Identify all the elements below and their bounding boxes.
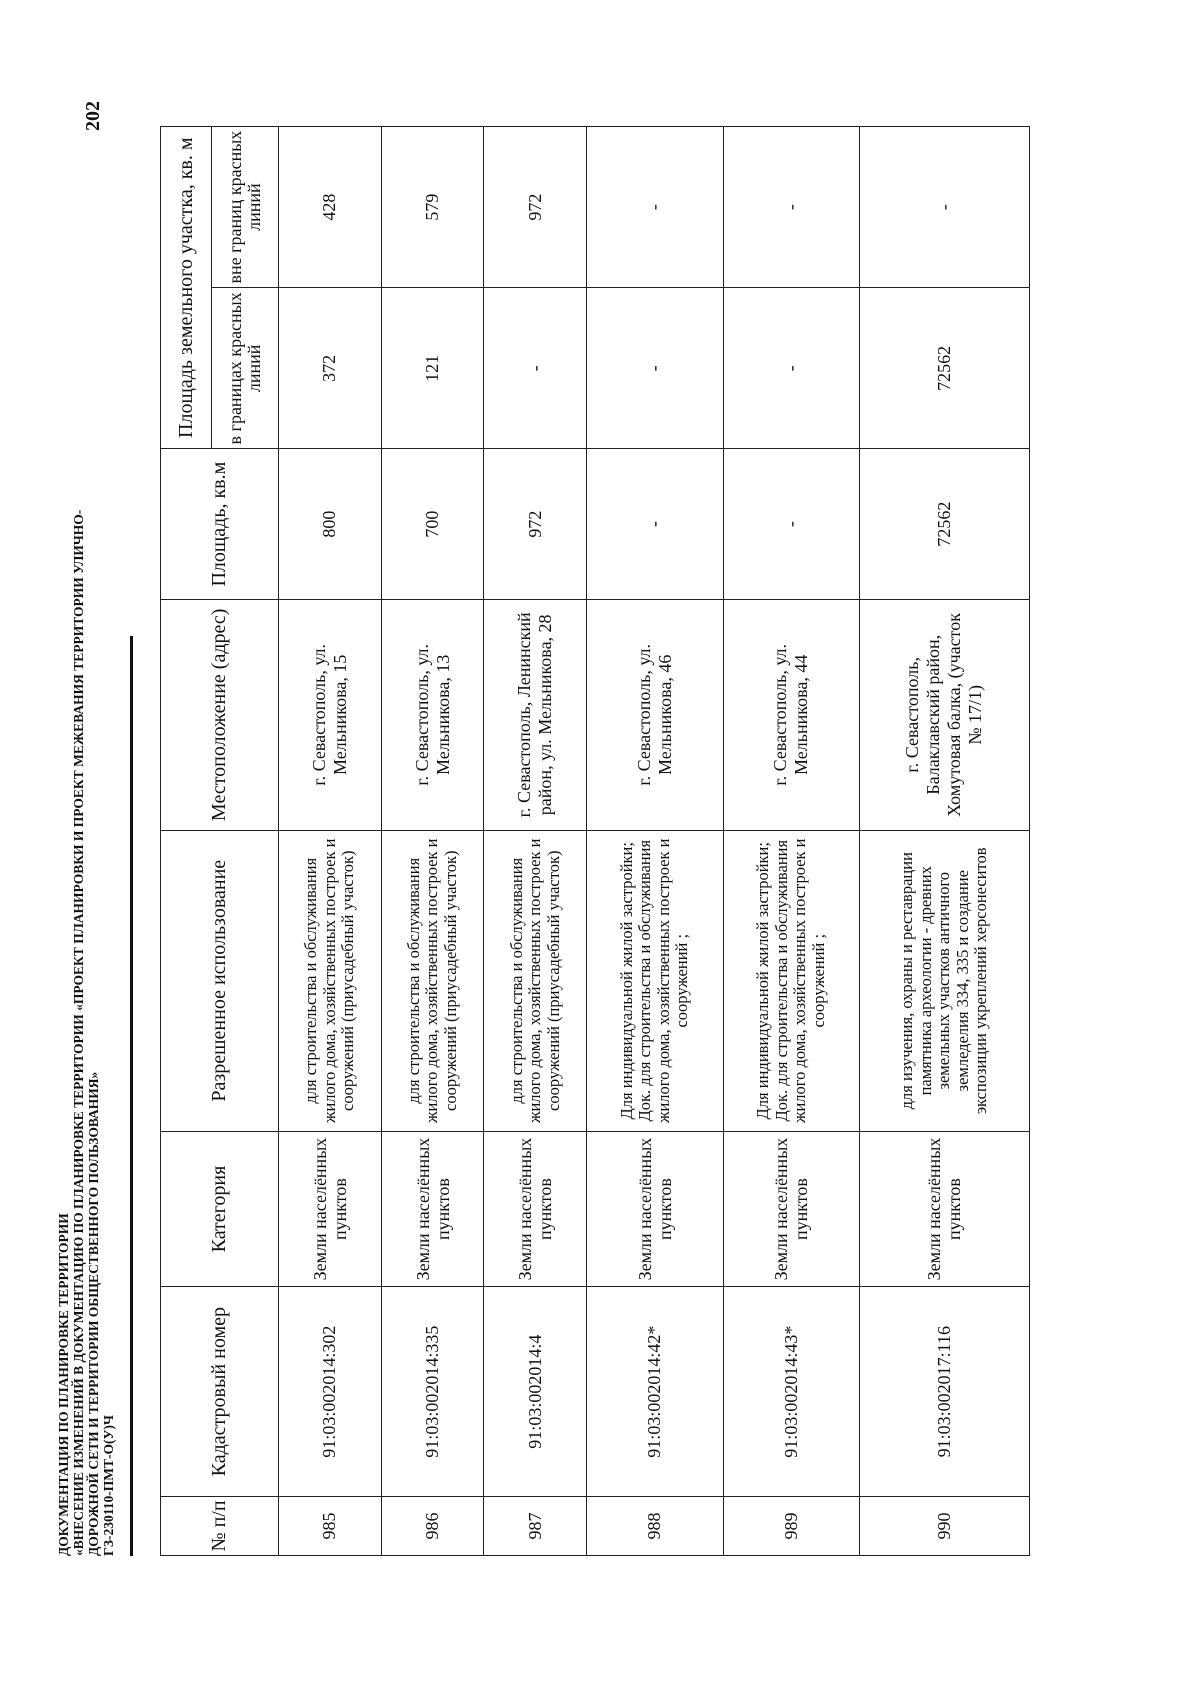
cell-num: 989 [723,1496,859,1555]
cell-cadastral: 91:03:002014:4 [484,1287,587,1497]
cell-cadastral: 91:03:002014:42* [587,1287,723,1497]
cell-cadastral: 91:03:002014:335 [381,1287,484,1497]
cell-area: 700 [381,449,484,599]
header-cadastral: Кадастровый номер [161,1287,279,1497]
header-line-4: ГЗ-230110-ПМТ-О(У)Ч [101,1415,116,1556]
header-location: Местоположение (адрес) [161,599,279,830]
table-row [279,127,382,1556]
land-plots-table [160,126,1030,1556]
cell-num: 990 [859,1496,1029,1555]
cell-outside: - [587,127,723,288]
cell-area: 800 [279,449,382,599]
cell-inside: 121 [381,288,484,449]
cell-inside: 372 [279,288,382,449]
cell-category: Земли населённых пунктов [723,1131,859,1287]
header-land-area: Площадь земельного участка, кв. м [161,127,212,449]
cell-cadastral: 91:03:002017:116 [859,1287,1029,1497]
cell-use: для строительства и обслуживания жилого дома, хозяйственных построек и сооружений (приусадебный участок) [484,830,587,1131]
cell-category: Земли населённых пунктов [279,1131,382,1287]
header-row-1 [161,127,212,1556]
table-row [587,127,723,1556]
cell-use: для строительства и обслуживания жилого дома, хозяйственных построек и сооружений (приусадебный участок) [381,830,484,1131]
cell-location: г. Севастополь, Ленинский район, ул. Мельникова, 28 [484,599,587,830]
cell-location: г. Севастополь, ул. Мельникова, 15 [279,599,382,830]
cell-num: 987 [484,1496,587,1555]
cell-use: для строительства и обслуживания жилого дома, хозяйственных построек и сооружений (приусадебный участок) [279,830,382,1131]
cell-inside: - [587,288,723,449]
cell-category: Земли населённых пунктов [381,1131,484,1287]
cell-inside: - [484,288,587,449]
header-use: Разрешенное использование [161,830,279,1131]
cell-use: Для индивидуальной жилой застройки; Док. для строительства и обслуживания жилого дома, хозяйственных построек и сооружений ; [587,830,723,1131]
header-line-3: ДОРОЖНОЙ СЕТИ И ТЕРРИТОРИИ ОБЩЕСТВЕННОГО ПОЛЬЗОВАНИЯ» [86,1071,101,1556]
cell-cadastral: 91:03:002014:43* [723,1287,859,1497]
cell-outside: 428 [279,127,382,288]
cell-inside: - [723,288,859,449]
table-row [381,127,484,1556]
document-header [56,156,116,1556]
cell-area: 972 [484,449,587,599]
header-inside-red-lines: в границах красных линий [212,288,279,449]
header-area: Площадь, кв.м [161,449,279,599]
cell-outside: 972 [484,127,587,288]
cell-location: г. Севастополь, ул. Мельникова, 46 [587,599,723,830]
header-line-1: ДОКУМЕНТАЦИЯ ПО ПЛАНИРОВКЕ ТЕРРИТОРИИ [56,1213,71,1556]
table-body [279,127,1030,1556]
cell-use: Для индивидуальной жилой застройки; Док. для строительства и обслуживания жилого дома, хозяйственных построек и сооружений ; [723,830,859,1131]
cell-area: - [723,449,859,599]
header-divider [130,636,133,1556]
cell-category: Земли населённых пунктов [484,1131,587,1287]
cell-outside: - [859,127,1029,288]
header-outside-red-lines: вне границ красных линий [212,127,279,288]
cell-inside: 72562 [859,288,1029,449]
table-row [484,127,587,1556]
cell-cadastral: 91:03:002014:302 [279,1287,382,1497]
table-row [859,127,1029,1556]
table-row [723,127,859,1556]
header-category: Категория [161,1131,279,1287]
cell-num: 988 [587,1496,723,1555]
cell-location: г. Севастополь, ул. Мельникова, 13 [381,599,484,830]
cell-num: 985 [279,1496,382,1555]
cell-category: Земли населённых пунктов [587,1131,723,1287]
cell-outside: - [723,127,859,288]
header-line-2: «ВНЕСЕНИЕ ИЗМЕНЕНИЙ В ДОКУМЕНТАЦИЮ ПО ПЛАНИРОВКЕ ТЕРРИТОРИИ «ПРОЕКТ ПЛАНИРОВКИ И ПРОЕКТ МЕЖЕВАНИЯ ТЕРРИТОРИИ УЛИЧНО- [71,509,86,1556]
cell-area: - [587,449,723,599]
cell-num: 986 [381,1496,484,1555]
cell-outside: 579 [381,127,484,288]
cell-location: г. Севастополь, ул. Мельникова, 44 [723,599,859,830]
cell-location: г. Севастополь, Балаклавский район, Хомутовая балка, (участок № 17/1) [859,599,1029,830]
page-number: 202 [82,101,104,131]
cell-use: для изучения, охраны и реставрации памятника археологии - древних земельных участков античного земледелия 334, 335 и создание экспозиции укреплений херсонеситов [859,830,1029,1131]
cell-area: 72562 [859,449,1029,599]
header-num: № п/п [161,1496,279,1555]
cell-category: Земли населённых пунктов [859,1131,1029,1287]
